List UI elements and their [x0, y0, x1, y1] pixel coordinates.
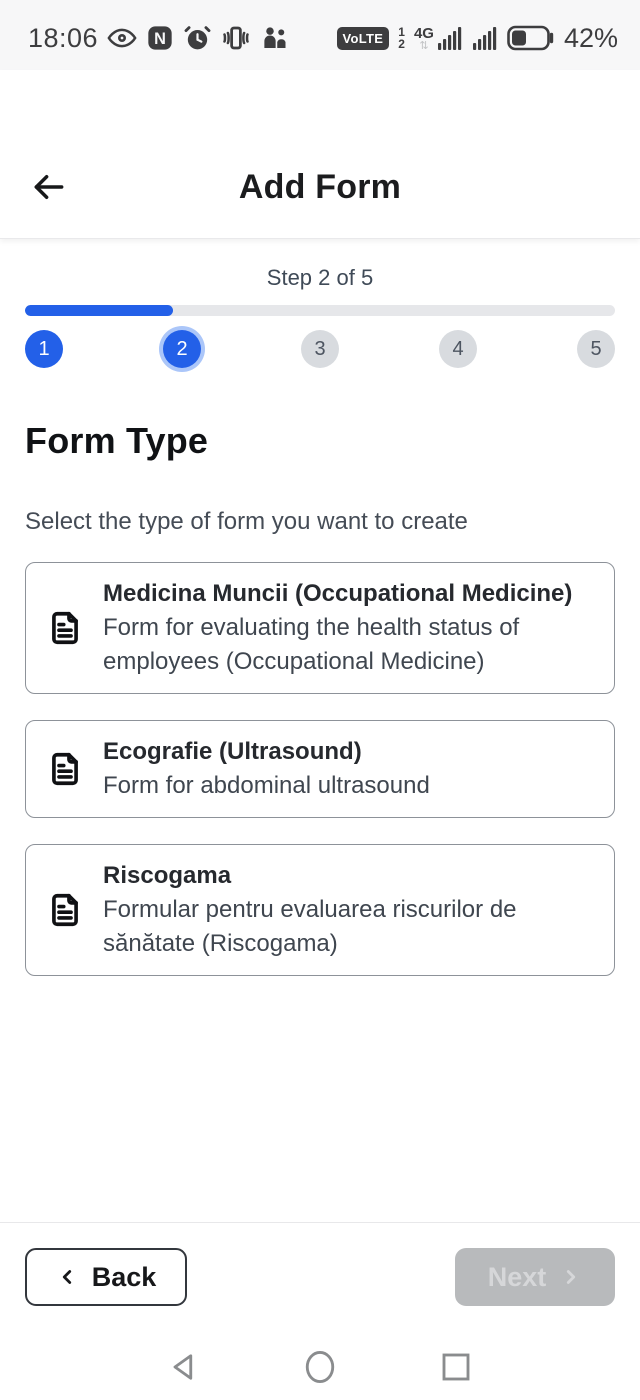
form-type-section: [0, 420, 640, 976]
nav-home-icon[interactable]: [300, 1347, 340, 1387]
svg-text:N: N: [154, 29, 166, 48]
progress-fill: [25, 305, 173, 316]
form-type-title: Medicina Muncii (Occupational Medicine): [103, 580, 573, 607]
file-text-icon: [46, 607, 84, 649]
sim-slot-numbers: 1 2: [398, 25, 405, 51]
form-type-description: Form for evaluating the health status of employees (Occupational Medicine): [103, 614, 520, 675]
form-type-card-medicina-muncii[interactable]: [25, 562, 615, 694]
step-indicators: [25, 330, 615, 368]
form-type-list: [25, 562, 615, 976]
volte-badge: VoLTE: [337, 27, 390, 50]
app-header: [0, 70, 640, 239]
status-bar: [0, 0, 640, 70]
file-text-icon: [46, 889, 84, 931]
people-icon: [260, 23, 290, 53]
data-activity-icon: ⇅: [419, 40, 429, 52]
progress-bar: [25, 305, 615, 316]
nav-back-icon[interactable]: [164, 1347, 204, 1387]
alarm-icon: [183, 24, 212, 53]
signal-bars-icon: [437, 25, 463, 51]
nav-recents-icon[interactable]: [436, 1347, 476, 1387]
form-type-description: Form for abdominal ultrasound: [103, 772, 430, 799]
eye-icon: [107, 23, 137, 53]
form-type-title: Riscogama: [103, 862, 232, 889]
form-type-card-ecografie[interactable]: [25, 720, 615, 818]
step-circle-3: 3: [301, 330, 339, 368]
clock-time: 18:06: [28, 22, 99, 53]
network-type-label: 4G: [413, 25, 434, 42]
page-title: Add Form: [238, 167, 402, 206]
nfc-icon: [146, 24, 174, 52]
section-title: Form Type: [25, 420, 209, 461]
section-subtitle: Select the type of form you want to create: [25, 508, 468, 535]
form-type-card-riscogama[interactable]: [25, 844, 615, 976]
vibrate-icon: [221, 23, 251, 53]
chevron-right-icon: [560, 1264, 582, 1290]
footer-divider: [0, 1222, 640, 1223]
chevron-left-icon: [56, 1264, 78, 1290]
back-button[interactable]: Back: [25, 1248, 187, 1306]
form-type-description: Formular pentru evaluarea riscurilor de sănătate (Riscogama): [103, 896, 517, 957]
signal-sim1: [414, 25, 463, 51]
file-text-icon: [46, 748, 84, 790]
step-circle-5: 5: [577, 330, 615, 368]
step-circle-4: 4: [439, 330, 477, 368]
form-type-title: Ecografie (Ultrasound): [103, 738, 362, 765]
next-button[interactable]: Next: [455, 1248, 615, 1306]
step-circle-2: 2: [163, 330, 201, 368]
battery-icon: [507, 25, 555, 51]
battery-percent: 42%: [563, 22, 618, 53]
back-arrow-icon[interactable]: [30, 167, 70, 207]
step-label: Step 2 of 5: [266, 265, 374, 290]
step-circle-1: 1: [25, 330, 63, 368]
android-nav-bar: [0, 1334, 640, 1400]
wizard-progress: [0, 265, 640, 368]
signal-sim2: [472, 25, 498, 51]
footer-buttons: [25, 1248, 615, 1306]
signal-bars-icon: [472, 25, 498, 51]
